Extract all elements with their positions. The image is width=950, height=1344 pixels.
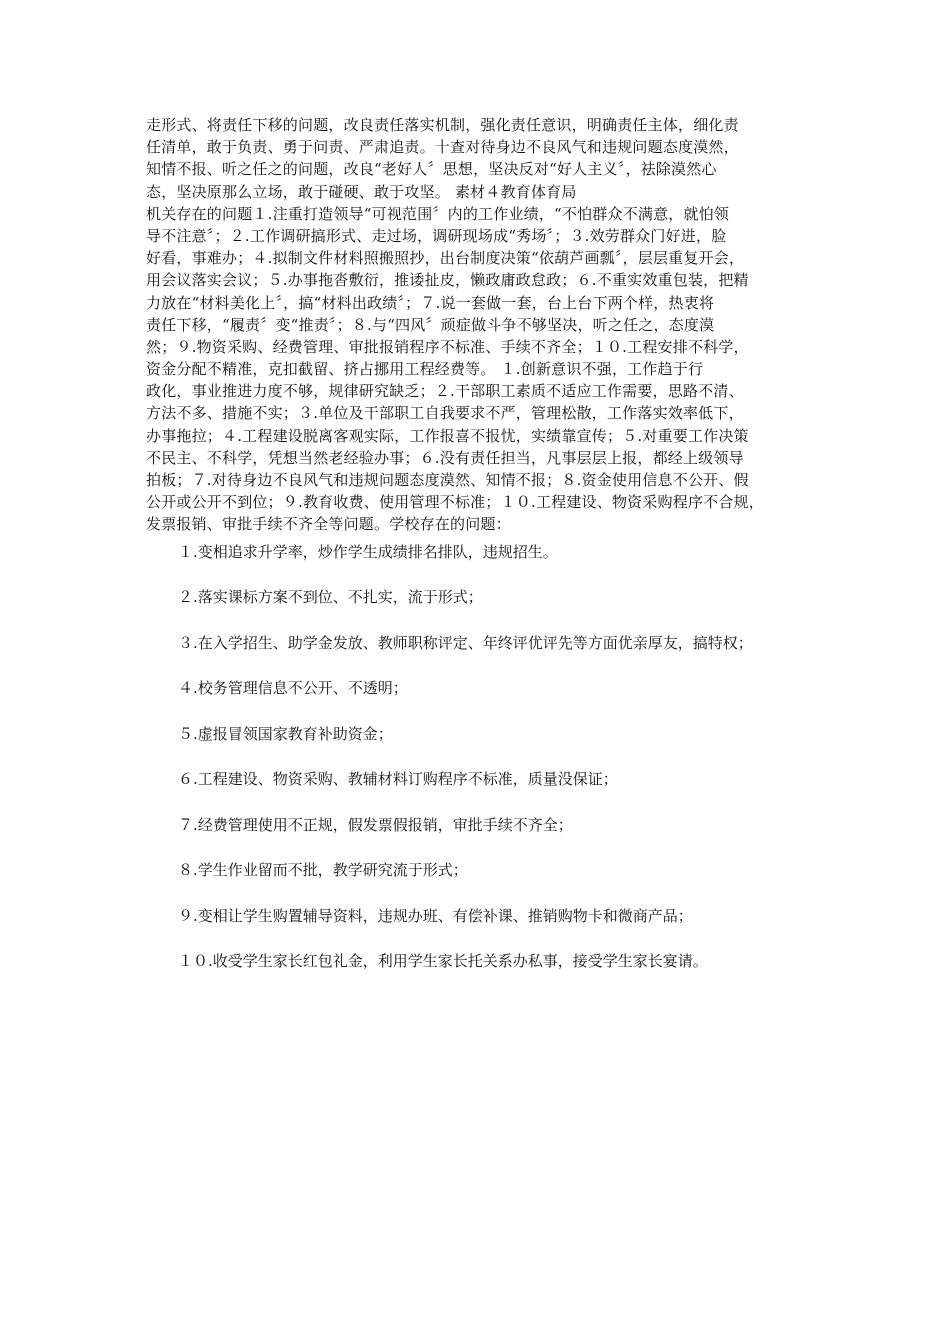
list-item: ７.经费管理使用不正规，假发票假报销，审批手续不齐全；	[178, 815, 573, 834]
text-line: 知情不报、听之任之的问题，改良“老好人〞思想，坚决反对“好人主义〞，祛除漠然心	[146, 160, 717, 179]
text-line: 政化，事业推进力度不够，规律研究缺乏；２.干部职工素质不适应工作需要，思路不清、	[146, 382, 744, 401]
text-line: 然；９.物资采购、经费管理、审批报销程序不标准、手续不齐全；１０.工程安排不科学，	[146, 337, 749, 356]
list-item: ８.学生作业留而不批，教学研究流于形式；	[178, 861, 468, 880]
document-page	[146, 114, 812, 996]
text-line: 任清单，敢于负责、勇于问责、严肃追责。十查对待身边不良风气和违规问题态度漠然，	[146, 138, 739, 157]
text-line: 资金分配不精准，克扣截留、挤占挪用工程经费等。 １.创新意识不强，工作趋于行	[146, 360, 704, 379]
list-item: ９.变相让学生购置辅导资料，违规办班、有偿补课、推销购物卡和微商产品；	[178, 906, 693, 925]
list-item: １０.收受学生家长红包礼金，利用学生家长托关系办私事，接受学生家长宴请。	[178, 952, 708, 971]
list-item: ５.虚报冒领国家教育补助资金；	[178, 724, 393, 743]
text-line: 力放在“材料美化上〞，搞“材料出政绩〞；７.说一套做一套，台上台下两个样，热衷将	[146, 293, 715, 312]
list-item: １.变相追求升学率，炒作学生成绩排名排队，违规招生。	[178, 542, 558, 561]
text-line: 走形式、将责任下移的问题，改良责任落实机制，强化责任意识，明确责任主体，细化责	[146, 116, 739, 134]
text-line: 态，坚决原那么立场，敢于碰硬、敢于攻坚。 素材４教育体育局	[146, 182, 577, 201]
list-item: ２.落实课标方案不到位、不扎实，流于形式；	[178, 588, 483, 607]
school-issues-list	[146, 541, 812, 973]
text-line: 导不注意〞；２.工作调研搞形式、走过场，调研现场成“秀场〞；３.效劳群众门好进，脸	[146, 226, 727, 245]
text-line: 公开或公开不到位；９.教育收费、使用管理不标准；１０.工程建设、物资采购程序不合规，	[146, 493, 764, 512]
text-line: 发票报销、审批手续不齐全等问题。学校存在的问题：	[146, 515, 511, 534]
text-line: 机关存在的问题１.注重打造领导“可视范围〞内的工作业绩，“不怕群众不满意，就怕领	[146, 204, 730, 223]
text-line: 拍板；７.对待身边不良风气和违规问题态度漠然、知情不报；８.资金使用信息不公开、假	[146, 471, 749, 489]
list-item: ４.校务管理信息不公开、不透明；	[178, 679, 408, 698]
text-line: 用会议落实会议；５.办事拖沓敷衍，推诿扯皮，懒政庸政怠政；６.不重实效重包装，把精	[146, 271, 749, 290]
text-line: 不民主、不科学，凭想当然老经验办事；６.没有责任担当，凡事层层上报，都经上级领导	[146, 448, 744, 467]
list-item: ６.工程建设、物资采购、教辅材料订购程序不标准，质量没保证；	[178, 770, 618, 789]
text-line: 办事拖拉；４.工程建设脱离客观实际，工作报喜不报忧，实绩靠宣传；５.对重要工作决策	[146, 426, 749, 445]
body-paragraph	[146, 114, 812, 536]
text-line: 责任下移，“履责〞变“推责〞；８.与“四风〞顽症做斗争不够坚决，听之任之，态度漠	[146, 315, 715, 334]
text-line: 好看，事难办；４.拟制文件材料照搬照抄，出台制度决策“依葫芦画瓢〞，层层重复开会，	[146, 249, 745, 268]
list-item: ３.在入学招生、助学金发放、教师职称评定、年终评优评先等方面优亲厚友，搞特权；	[178, 633, 753, 652]
text-line: 方法不多、措施不实；３.单位及干部职工自我要求不严，管理松散，工作落实效率低下，	[146, 404, 744, 423]
